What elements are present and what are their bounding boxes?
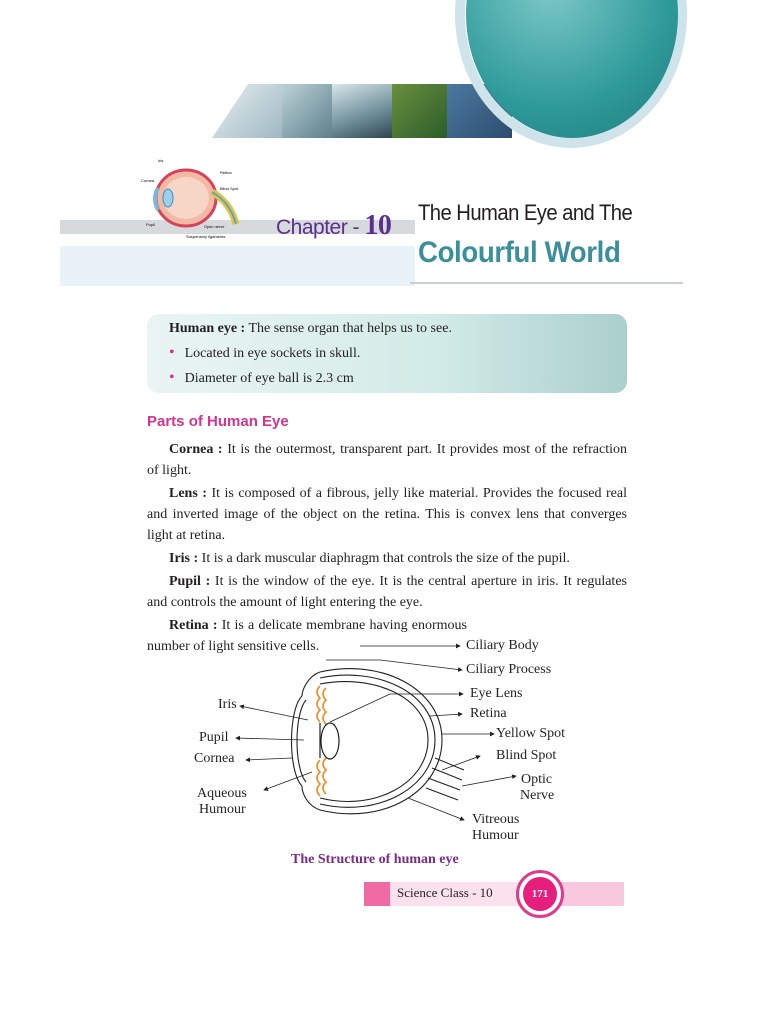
header-light-band [60,246,415,286]
summary-bullet-text: Located in eye sockets in skull. [184,346,361,361]
paragraph-cornea [147,439,627,481]
label-pupil: Pupil [199,730,229,745]
label-yellow-spot: Yellow Spot [496,726,565,741]
header-eye-label-iris: Iris [158,158,164,163]
page-number: 171 [523,877,557,911]
text-retina: It is a delicate membrane having enormous number of light sensitive cells. [147,618,467,654]
term-cornea: Cornea : [169,442,223,457]
label-ciliary-body: Ciliary Body [466,638,539,653]
chapter-title-line2: Colourful World [418,236,621,269]
text-cornea: It is the outermost, transparent part. It provides most of the refraction of light. [147,442,627,478]
label-vitreous: Vitreous [472,812,520,827]
label-iris: Iris [218,697,237,712]
summary-bullet-text: Diameter of eye ball is 2.3 cm [184,371,354,386]
label-retina: Retina [470,706,507,721]
term-iris: Iris : [169,551,199,566]
label-optic: Optic [521,772,553,787]
bullet-icon: • [169,344,175,361]
text-iris: It is a dark muscular diaphragm that controls the size of the pupil. [198,551,570,566]
header-eye-label-blind-spot: Blind Spot [220,186,239,191]
chapter-number: 10 [364,210,392,241]
label-nerve: Nerve [520,788,555,803]
header-eye-label-retina: Retina [220,170,232,175]
summary-box [147,314,627,393]
header-banner-photos [212,84,512,138]
label-aqueous-humour: Humour [199,802,246,817]
term-retina: Retina : [169,618,218,633]
section-heading: Parts of Human Eye [147,413,289,430]
body-text [147,439,627,659]
paragraph-lens [147,483,627,546]
summary-definition-text: The sense organ that helps us to see. [245,321,452,336]
summary-bullet [169,341,627,366]
label-cornea: Cornea [194,751,235,766]
header-eye-label-pupil: Pupil [146,222,155,227]
summary-term: Human eye : [169,321,246,336]
footer-decor-right [560,882,624,906]
header-eye-label-optic-nerve: Optic nerve [204,224,225,229]
header-eye-label-suspensory: Suspensory ligaments [186,234,226,239]
chapter-prefix: Chapter - [276,216,365,239]
summary-bullet [169,366,627,391]
term-lens: Lens : [169,486,207,501]
header-eye-illustration [138,158,248,244]
summary-definition [169,317,627,341]
text-pupil: It is the window of the eye. It is the central aperture in iris. It regulates and controls the amount of light entering the eye. [147,574,627,610]
footer-book-title: Science Class - 10 [397,885,493,900]
chapter-rule [410,282,683,284]
label-vitreous-humour: Humour [472,828,519,843]
header-eye-label-cornea: Cornea [141,178,155,183]
paragraph-pupil [147,571,627,613]
label-ciliary-process: Ciliary Process [466,662,552,677]
text-lens: It is composed of a fibrous, jelly like material. Provides the focused real and inverted image of the object on the retina. This is convex lens that converges light at retina. [147,486,627,543]
term-pupil: Pupil : [169,574,211,589]
label-aqueous: Aqueous [197,786,247,801]
chapter-title-line1: The Human Eye and The [418,200,633,225]
chapter-label [276,210,391,242]
bullet-icon: • [169,369,175,386]
label-eye-lens: Eye Lens [470,686,523,701]
label-blind-spot: Blind Spot [496,748,557,763]
diagram-caption: The Structure of human eye [291,852,459,867]
paragraph-iris [147,548,627,569]
